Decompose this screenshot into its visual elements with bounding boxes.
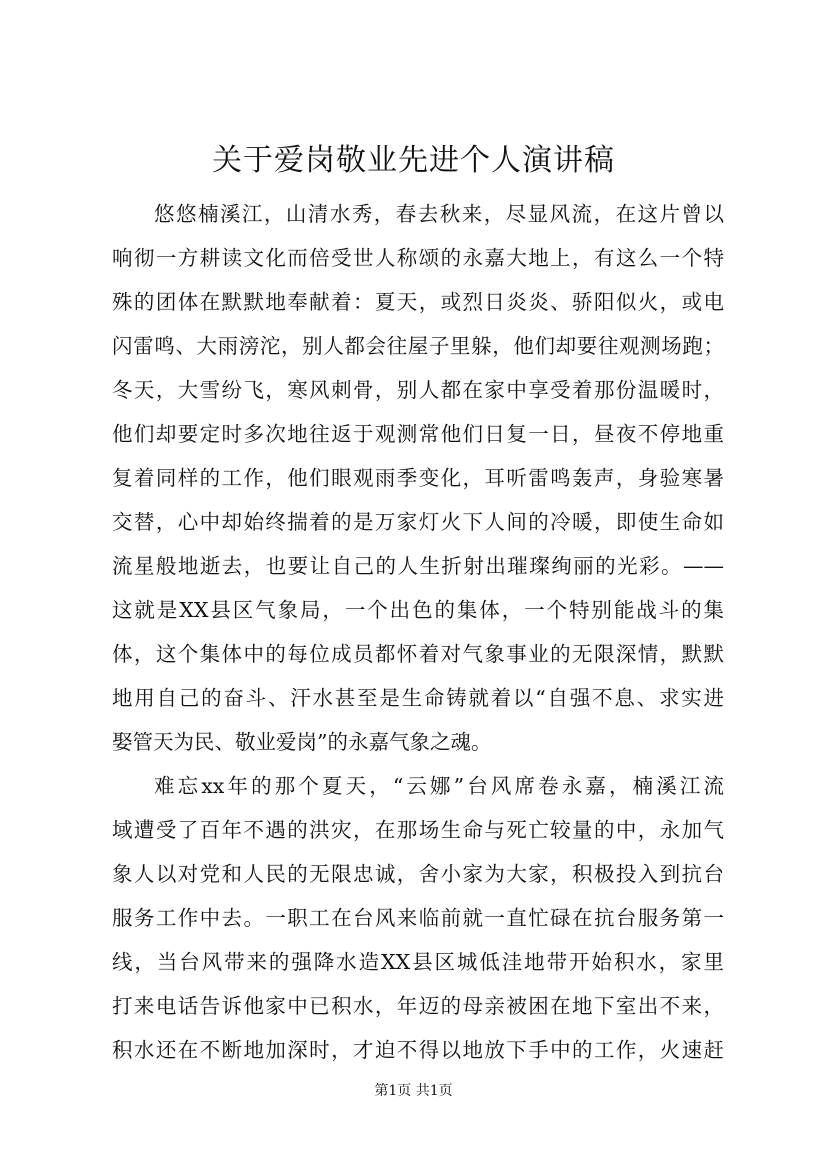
paragraph-2-line: 打来电话告诉他家中已积水，年迈的母亲被困在地下室出不来， <box>112 994 724 1018</box>
paragraph-2-line: 难忘xx年的那个夏天，“云娜”台风席卷永嘉，楠溪江流 <box>154 774 724 798</box>
paragraph-1-line: 他们却要定时多次地往返于观测常他们日复一日，昼夜不停地重 <box>112 422 724 446</box>
paragraph-1-line: 冬天，大雪纷飞，寒风刺骨，别人都在家中享受着那份温暖时， <box>112 378 724 402</box>
paragraph-1-line: 悠悠楠溪江，山清水秀，春去秋来，尽显风流，在这片曾以 <box>154 202 724 226</box>
paragraph-1-line: 复着同样的工作，他们眼观雨季变化，耳听雷鸣轰声，身验寒暑 <box>112 466 724 490</box>
document-body <box>112 192 724 1072</box>
paragraph-1-line: 响彻一方耕读文化而倍受世人称颂的永嘉大地上，有这么一个特 <box>112 246 724 270</box>
paragraph-1-line: 殊的团体在默默地奉献着：夏天，或烈日炎炎、骄阳似火，或电 <box>112 290 724 314</box>
document-title: 关于爱岗敬业先进个人演讲稿 <box>212 143 615 178</box>
paragraph-2-line: 服务工作中去。一职工在台风来临前就一直忙碌在抗台服务第一 <box>112 906 724 930</box>
paragraph-1-line: 体，这个集体中的每位成员都怀着对气象事业的无限深情，默默 <box>112 642 724 666</box>
page-footer: 第1页 共1页 <box>374 1083 453 1099</box>
paragraph-1-line: 闪雷鸣、大雨滂沱，别人都会往屋子里躲，他们却要往观测场跑； <box>112 334 724 358</box>
paragraph-1-line: 娶管天为民、敬业爱岗”的永嘉气象之魂。 <box>112 730 492 754</box>
paragraph-1-line: 这就是XX县区气象局，一个出色的集体，一个特别能战斗的集 <box>112 598 724 622</box>
paragraph-1-line: 流星般地逝去，也要让自己的人生折射出璀璨绚丽的光彩。—— <box>112 554 724 578</box>
paragraph-1-line: 交替，心中却始终揣着的是万家灯火下人间的冷暖，即使生命如 <box>112 510 724 534</box>
paragraph-1-line: 地用自己的奋斗、汗水甚至是生命铸就着以“自强不息、求实进 <box>112 686 724 710</box>
paragraph-2-line: 线，当台风带来的强降水造XX县区城低洼地带开始积水，家里 <box>112 950 724 974</box>
paragraph-2-line: 积水还在不断地加深时，才迫不得以地放下手中的工作，火速赶 <box>112 1038 724 1062</box>
paragraph-2-line: 象人以对党和人民的无限忠诚，舍小家为大家，积极投入到抗台 <box>112 862 724 886</box>
paragraph-2-line: 域遭受了百年不遇的洪灾，在那场生命与死亡较量的中，永加气 <box>112 818 724 842</box>
